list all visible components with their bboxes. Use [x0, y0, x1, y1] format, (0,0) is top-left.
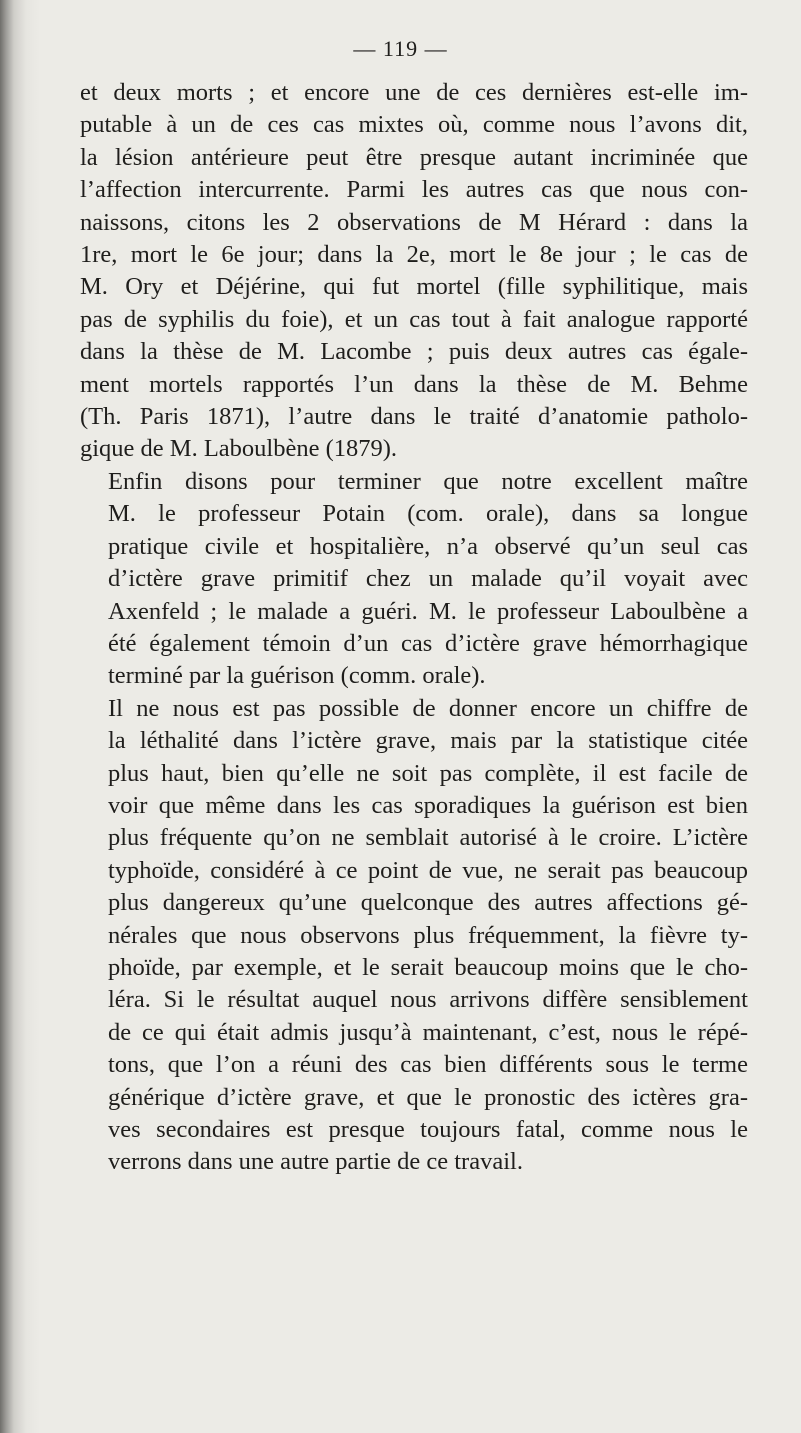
text-line: Axenfeld ; le malade a guéri. M. le professeur Laboulbène a: [108, 597, 748, 625]
text-line: M. Ory et Déjérine, qui fut mortel (fille syphilitique, mais: [80, 273, 748, 301]
text-line: tons, que l’on a réuni des cas bien différents sous le terme: [108, 1051, 748, 1079]
text-line: pratique civile et hospitalière, n’a observé qu’un seul cas: [108, 532, 748, 560]
text-line: léra. Si le résultat auquel nous arrivons diffère sensiblement: [108, 986, 748, 1014]
text-line: verrons dans une autre partie de ce travail.: [108, 1148, 523, 1176]
text-line: plus fréquente qu’on ne semblait autorisé à le croire. L’ictère: [108, 824, 748, 852]
text-line: été également témoin d’un cas d’ictère grave hémorrhagique: [108, 629, 748, 657]
text-line: la léthalité dans l’ictère grave, mais par la statistique citée: [108, 727, 748, 755]
text-line: voir que même dans les cas sporadiques la guérison est bien: [108, 791, 748, 819]
text-line: ment mortels rapportés l’un dans la thèse de M. Behme: [80, 370, 748, 398]
text-line: plus dangereux qu’une quelconque des autres affections gé-: [108, 889, 748, 917]
body-text: [80, 77, 748, 1179]
text-line: de ce qui était admis jusqu’à maintenant, c’est, nous le répé-: [108, 1018, 748, 1046]
text-line: d’ictère grave primitif chez un malade qu’il voyait avec: [108, 565, 748, 593]
paragraph: [80, 466, 748, 693]
text-line: (Th. Paris 1871), l’autre dans le traité d’anatomie patholo-: [80, 403, 748, 431]
page-number: — 119 —: [353, 36, 448, 61]
text-line: la lésion antérieure peut être presque autant incriminée que: [80, 143, 748, 171]
text-line: gique de M. Laboulbène (1879).: [80, 435, 398, 463]
text-line: ves secondaires est presque toujours fatal, comme nous le: [108, 1116, 748, 1143]
text-line: 1re, mort le 6e jour; dans la 2e, mort le 8e jour ; le cas de: [80, 241, 748, 269]
text-line: plus haut, bien qu’elle ne soit pas complète, il est facile de: [108, 759, 748, 787]
text-line: nérales que nous observons plus fréquemment, la fièvre ty-: [108, 921, 748, 949]
text-line: Enfin disons pour terminer que notre excellent maître: [108, 467, 748, 495]
text-line: et deux morts ; et encore une de ces dernières est-elle im-: [80, 79, 748, 106]
text-line: Il ne nous est pas possible de donner encore un chiffre de: [108, 694, 748, 722]
paragraph: [80, 77, 748, 466]
text-line: phoïde, par exemple, et le serait beaucoup moins que le cho-: [108, 953, 748, 981]
text-line: naissons, citons les 2 observations de M Hérard : dans la: [80, 208, 748, 236]
text-line: générique d’ictère grave, et que le pronostic des ictères gra-: [108, 1083, 748, 1111]
text-line: l’affection intercurrente. Parmi les autres cas que nous con-: [80, 176, 748, 204]
text-line: terminé par la guérison (comm. orale).: [108, 662, 486, 690]
text-line: pas de syphilis du foie), et un cas tout à fait analogue rapporté: [80, 305, 748, 333]
text-line: M. le professeur Potain (com. orale), dans sa longue: [108, 500, 748, 528]
text-line: dans la thèse de M. Lacombe ; puis deux autres cas égale-: [80, 338, 748, 366]
text-line: putable à un de ces cas mixtes où, comme nous l’avons dit,: [80, 111, 748, 139]
paragraph: [80, 693, 748, 1179]
text-line: typhoïde, considéré à ce point de vue, ne serait pas beaucoup: [108, 856, 748, 884]
